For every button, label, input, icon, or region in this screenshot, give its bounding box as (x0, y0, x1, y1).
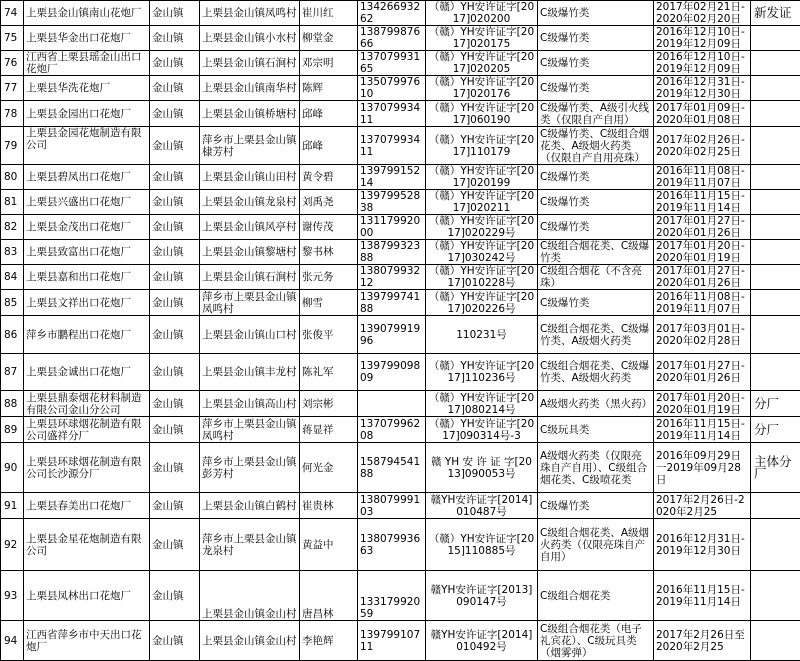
company-name: 上栗县金园花炮制造有限公司 (24, 127, 150, 165)
contact-person: 李艳辉 (300, 621, 358, 661)
contact-person: 黄令碧 (300, 165, 358, 190)
business-scope: C级爆竹类 (538, 51, 654, 76)
license-number: （赣）YH安许证字[2017]020229号 (426, 215, 538, 240)
validity-period: 2017年01月09日-2020年01月08日 (654, 101, 751, 127)
remark (751, 51, 800, 76)
business-scope: C级爆竹类 (538, 26, 654, 51)
row-number: 77 (1, 76, 24, 101)
phone: 13979952838 (358, 190, 426, 215)
address: 萍乡市上栗县金山镇棣芳村 (200, 127, 300, 165)
remark (751, 190, 800, 215)
row-number: 89 (1, 417, 24, 443)
table-row (1, 417, 800, 443)
contact-person: 邱峰 (300, 127, 358, 165)
table-row (1, 76, 800, 101)
contact-person: 刘宗彬 (300, 391, 358, 417)
remark (751, 165, 800, 190)
table-row (1, 190, 800, 215)
company-name: 上栗县金山镇南山花炮厂 (24, 1, 150, 26)
validity-period: 2016年09月29日一2019年09月28日 (654, 443, 751, 493)
contact-person: 陈礼军 (300, 354, 358, 391)
table-row (1, 571, 800, 621)
table-row (1, 265, 800, 290)
company-name: 上栗县文祥出口花炮厂 (24, 290, 150, 316)
company-name: 上栗县春美出口花炮厂 (24, 493, 150, 519)
validity-period: 2016年12月10日-2019年12月09日 (654, 26, 751, 51)
contact-person: 唐昌林 (300, 571, 358, 621)
validity-period: 2016年12月31日-2019年12月30日 (654, 76, 751, 101)
phone: 13707993165 (358, 51, 426, 76)
table-row (1, 391, 800, 417)
phone: 13507997610 (358, 76, 426, 101)
company-name: 上栗县金星花炮制造有限公司 (24, 519, 150, 571)
remark: 主体分厂 (751, 443, 800, 493)
phone: 13426693262 (358, 1, 426, 26)
business-scope: A级烟火药类（黑火药） (538, 391, 654, 417)
license-number: （赣）YH安许证字[2015]110885号 (426, 519, 538, 571)
remark (751, 101, 800, 127)
license-number: （赣）YH安许证字[2017]020200 (426, 1, 538, 26)
license-number: 赣 YH 安 许 证 字[2013]090053号 (426, 443, 538, 493)
business-scope: C级爆竹类 (538, 165, 654, 190)
table-row (1, 519, 800, 571)
table-row (1, 51, 800, 76)
row-number: 82 (1, 215, 24, 240)
company-name: 上栗县环球烟花制造有限公司长沙源分厂 (24, 443, 150, 493)
address: 上栗县金山镇桥塘村 (200, 101, 300, 127)
address: 上栗县金山镇金山村 (200, 621, 300, 661)
license-number: （赣）YH安许证字[2017]110179 (426, 127, 538, 165)
row-number: 83 (1, 240, 24, 265)
row-number: 81 (1, 190, 24, 215)
contact-person: 柳雪 (300, 290, 358, 316)
phone: 13907991996 (358, 316, 426, 354)
company-name: 上栗县鼎泰烟花材料制造有限公司金山分公司 (24, 391, 150, 417)
town: 金山镇 (150, 290, 200, 316)
town: 金山镇 (150, 621, 200, 661)
phone: 13707996208 (358, 417, 426, 443)
remark: 分厂 (751, 391, 800, 417)
business-scope: C级爆竹类 (538, 1, 654, 26)
business-scope: C级爆竹类 (538, 215, 654, 240)
company-name: 上栗县环球烟花制造有限公司盛祥分厂 (24, 417, 150, 443)
contact-person: 黎书林 (300, 240, 358, 265)
remark (751, 354, 800, 391)
phone: 13807999103 (358, 493, 426, 519)
table-row (1, 101, 800, 127)
validity-period: 2016年11月15日-2019年11月14日 (654, 417, 751, 443)
address: 上栗县金山镇山田村 (200, 165, 300, 190)
business-scope: C级组合烟花类（电子礼宾花）、C级玩具类（烟雾弹） (538, 621, 654, 661)
business-scope: C级玩具类 (538, 417, 654, 443)
address: 上栗县金山镇黎塘村 (200, 240, 300, 265)
contact-person: 何光金 (300, 443, 358, 493)
company-name: 上栗县金园出口花炮厂 (24, 101, 150, 127)
address: 上栗县金山镇石涧村 (200, 51, 300, 76)
town: 金山镇 (150, 391, 200, 417)
address: 上栗县金山镇金山村 (200, 571, 300, 621)
license-number: （赣）YH安许证字[2017]090314号-3 (426, 417, 538, 443)
company-name: 上栗县金茂出口花炮厂 (24, 215, 150, 240)
validity-period: 2017年01月27日-2020年01月26日 (654, 215, 751, 240)
remark (751, 290, 800, 316)
contact-person: 刘禹尧 (300, 190, 358, 215)
row-number: 75 (1, 26, 24, 51)
table-row (1, 240, 800, 265)
town: 金山镇 (150, 215, 200, 240)
business-scope: C级组合烟花（不含亮珠） (538, 265, 654, 290)
table-row (1, 215, 800, 240)
row-number: 85 (1, 290, 24, 316)
validity-period: 2017年01月27日-2020年01月26日 (654, 354, 751, 391)
row-number: 80 (1, 165, 24, 190)
town: 金山镇 (150, 571, 200, 621)
company-name: 萍乡市鹏程出口花炮厂 (24, 316, 150, 354)
town: 金山镇 (150, 26, 200, 51)
remark (751, 76, 800, 101)
remark (751, 215, 800, 240)
address: 萍乡市上栗县金山镇龙泉村 (200, 519, 300, 571)
town: 金山镇 (150, 76, 200, 101)
remark (751, 621, 800, 661)
phone: 13979910711 (358, 621, 426, 661)
remark (751, 265, 800, 290)
contact-person: 陈辉 (300, 76, 358, 101)
address: 上栗县金山镇小水村 (200, 26, 300, 51)
town: 金山镇 (150, 101, 200, 127)
phone: 13979909809 (358, 354, 426, 391)
town: 金山镇 (150, 417, 200, 443)
phone: 13117992000 (358, 215, 426, 240)
table-row (1, 127, 800, 165)
license-number: （赣）YH安许证字[2017]020211 (426, 190, 538, 215)
remark (751, 571, 800, 621)
table-row (1, 165, 800, 190)
row-number: 87 (1, 354, 24, 391)
business-scope: C级爆竹类 (538, 493, 654, 519)
company-name: 上栗县华洗花炮厂 (24, 76, 150, 101)
remark: 新发证 (751, 1, 800, 26)
town: 金山镇 (150, 1, 200, 26)
contact-person: 蒋显祥 (300, 417, 358, 443)
validity-period: 2017年01月27日-2020年01月26日 (654, 265, 751, 290)
contact-person: 邓宗明 (300, 51, 358, 76)
town: 金山镇 (150, 127, 200, 165)
company-name: 上栗县华金出口花炮厂 (24, 26, 150, 51)
address: 上栗县金山镇高山村 (200, 391, 300, 417)
phone: 13707993411 (358, 101, 426, 127)
town: 金山镇 (150, 165, 200, 190)
license-number: 赣YH安许证字[2013]090147号 (426, 571, 538, 621)
business-scope: C级组合烟花类 (538, 571, 654, 621)
phone: 15879454188 (358, 443, 426, 493)
town: 金山镇 (150, 265, 200, 290)
business-scope: C级组合烟花类、C级爆竹类、A级烟火药类 (538, 316, 654, 354)
town: 金山镇 (150, 240, 200, 265)
company-name: 上栗县兴盛出口花炮厂 (24, 190, 150, 215)
phone: 13807993663 (358, 519, 426, 571)
license-number: （赣）YH安许证字[2017]020205 (426, 51, 538, 76)
validity-period: 2016年11月08日-2019年11月07日 (654, 290, 751, 316)
business-scope: C级组合烟花类、C级爆竹类、A级烟火药类 (538, 354, 654, 391)
validity-period: 2016年11月08日-2019年11月07日 (654, 165, 751, 190)
validity-period: 2017年02月26日-2020年02月25日 (654, 127, 751, 165)
license-number: （赣）YH安许证字[2017]020226号 (426, 290, 538, 316)
remark (751, 127, 800, 165)
remark: 分厂 (751, 417, 800, 443)
table-row (1, 443, 800, 493)
company-name: 江西省上栗县瑶金山出口花炮厂 (24, 51, 150, 76)
row-number: 90 (1, 443, 24, 493)
license-number: （赣）YH安许证字[2017]060190 (426, 101, 538, 127)
contact-person: 崔贵林 (300, 493, 358, 519)
business-scope: C级爆竹类、C级组合烟花类、A级烟火药类（仅限自产自用亮珠） (538, 127, 654, 165)
row-number: 93 (1, 571, 24, 621)
town: 金山镇 (150, 51, 200, 76)
business-scope: C级组合烟花类、C级爆竹类 (538, 240, 654, 265)
table-row (1, 290, 800, 316)
town: 金山镇 (150, 354, 200, 391)
row-number: 86 (1, 316, 24, 354)
license-number: （赣）YH安许证字[2017]020175 (426, 26, 538, 51)
phone: 13807993212 (358, 265, 426, 290)
validity-period: 2016年12月31日-2019年12月30日 (654, 519, 751, 571)
validity-period: 2016年11月15日-2019年11月14日 (654, 571, 751, 621)
license-number: （赣）YH安许证字[2017]080214号 (426, 391, 538, 417)
address: 上栗县金山镇白鹤村 (200, 493, 300, 519)
phone (358, 391, 426, 417)
validity-period: 2016年11月15日-2019年11月14日 (654, 190, 751, 215)
validity-period: 2016年12月10日-2019年12月09日 (654, 51, 751, 76)
business-scope: C级组合烟花类、A级烟火药类（仅限亮珠自产自用） (538, 519, 654, 571)
company-name: 上栗县致富出口花炮厂 (24, 240, 150, 265)
company-name: 上栗县碧凤出口花炮厂 (24, 165, 150, 190)
address: 萍乡市上栗县金山镇彭芳村 (200, 443, 300, 493)
table-row (1, 26, 800, 51)
phone: 13879932388 (358, 240, 426, 265)
company-name: 上栗县金诚出口花炮厂 (24, 354, 150, 391)
town: 金山镇 (150, 493, 200, 519)
remark (751, 240, 800, 265)
row-number: 92 (1, 519, 24, 571)
table-row (1, 1, 800, 26)
address: 上栗县金山镇山口村 (200, 316, 300, 354)
validity-period: 2017年01月20日-2020年01月19日 (654, 240, 751, 265)
validity-period: 2017年2月26日-2020年2月25 (654, 493, 751, 519)
row-number: 88 (1, 391, 24, 417)
row-number: 94 (1, 621, 24, 661)
row-number: 76 (1, 51, 24, 76)
phone: 13979915214 (358, 165, 426, 190)
address: 上栗县金山镇风亭村 (200, 215, 300, 240)
address: 上栗县金山镇南华村 (200, 76, 300, 101)
remark (751, 493, 800, 519)
table-row (1, 621, 800, 661)
table-row (1, 354, 800, 391)
business-scope: C级爆竹类 (538, 290, 654, 316)
license-number: 110231号 (426, 316, 538, 354)
company-name: 上栗县凤林出口花炮厂 (24, 571, 150, 621)
company-name: 江西省萍乡市中天出口花炮厂 (24, 621, 150, 661)
table-row (1, 316, 800, 354)
license-number: （赣）YH安许证字[2017]020176 (426, 76, 538, 101)
validity-period: 2017年03月01日-2020年02月28日 (654, 316, 751, 354)
town: 金山镇 (150, 443, 200, 493)
remark (751, 26, 800, 51)
phone: 13317992059 (358, 571, 426, 621)
validity-period: 2017年2月26日至2020年2月25 (654, 621, 751, 661)
remark (751, 519, 800, 571)
town: 金山镇 (150, 316, 200, 354)
row-number: 84 (1, 265, 24, 290)
license-number: 赣YH安许证字[2014]010487号 (426, 493, 538, 519)
remark (751, 316, 800, 354)
row-number: 78 (1, 101, 24, 127)
row-number: 74 (1, 1, 24, 26)
contact-person: 邱峰 (300, 101, 358, 127)
row-number: 91 (1, 493, 24, 519)
contact-person: 谢传茂 (300, 215, 358, 240)
business-scope: C级爆竹类 (538, 76, 654, 101)
business-scope: C级爆竹类 (538, 190, 654, 215)
validity-period: 2017年01月20日-2020年01月19日 (654, 391, 751, 417)
address: 上栗县金山镇龙泉村 (200, 190, 300, 215)
license-number: （赣）YH安许证字[2017]030242号 (426, 240, 538, 265)
contact-person: 黄益中 (300, 519, 358, 571)
validity-period: 2017年02月21日-2020年02月20日 (654, 1, 751, 26)
row-number: 79 (1, 127, 24, 165)
company-name: 上栗县嘉和出口花炮厂 (24, 265, 150, 290)
table-row (1, 493, 800, 519)
phone: 13879987666 (358, 26, 426, 51)
address: 上栗县金山镇石涧村 (200, 265, 300, 290)
license-number: （赣）YH安许证字[2017]110236号 (426, 354, 538, 391)
phone: 13707993411 (358, 127, 426, 165)
address: 萍乡市上栗县金山镇凤鸣村 (200, 290, 300, 316)
contact-person: 张俊平 (300, 316, 358, 354)
address: 上栗县金山镇凤鸣村 (200, 1, 300, 26)
license-number: （赣）YH安许证字[2017]020199 (426, 165, 538, 190)
address: 萍乡市上栗县金山镇凤鸣村 (200, 417, 300, 443)
contact-person: 张元务 (300, 265, 358, 290)
business-scope: A级烟火药类（仅限亮珠自产自用）、C级组合烟花类、C级喷花类 (538, 443, 654, 493)
address: 上栗县金山镇丰龙村 (200, 354, 300, 391)
license-number: （赣）YH安许证字[2017]010228号 (426, 265, 538, 290)
town: 金山镇 (150, 190, 200, 215)
contact-person: 柳堂金 (300, 26, 358, 51)
license-number: 赣YH安许证字[2014]010492号 (426, 621, 538, 661)
town: 金山镇 (150, 519, 200, 571)
phone: 13979974188 (358, 290, 426, 316)
contact-person: 崔川红 (300, 1, 358, 26)
business-scope: C级爆竹类、A级引火线类（仅限自产自用） (538, 101, 654, 127)
